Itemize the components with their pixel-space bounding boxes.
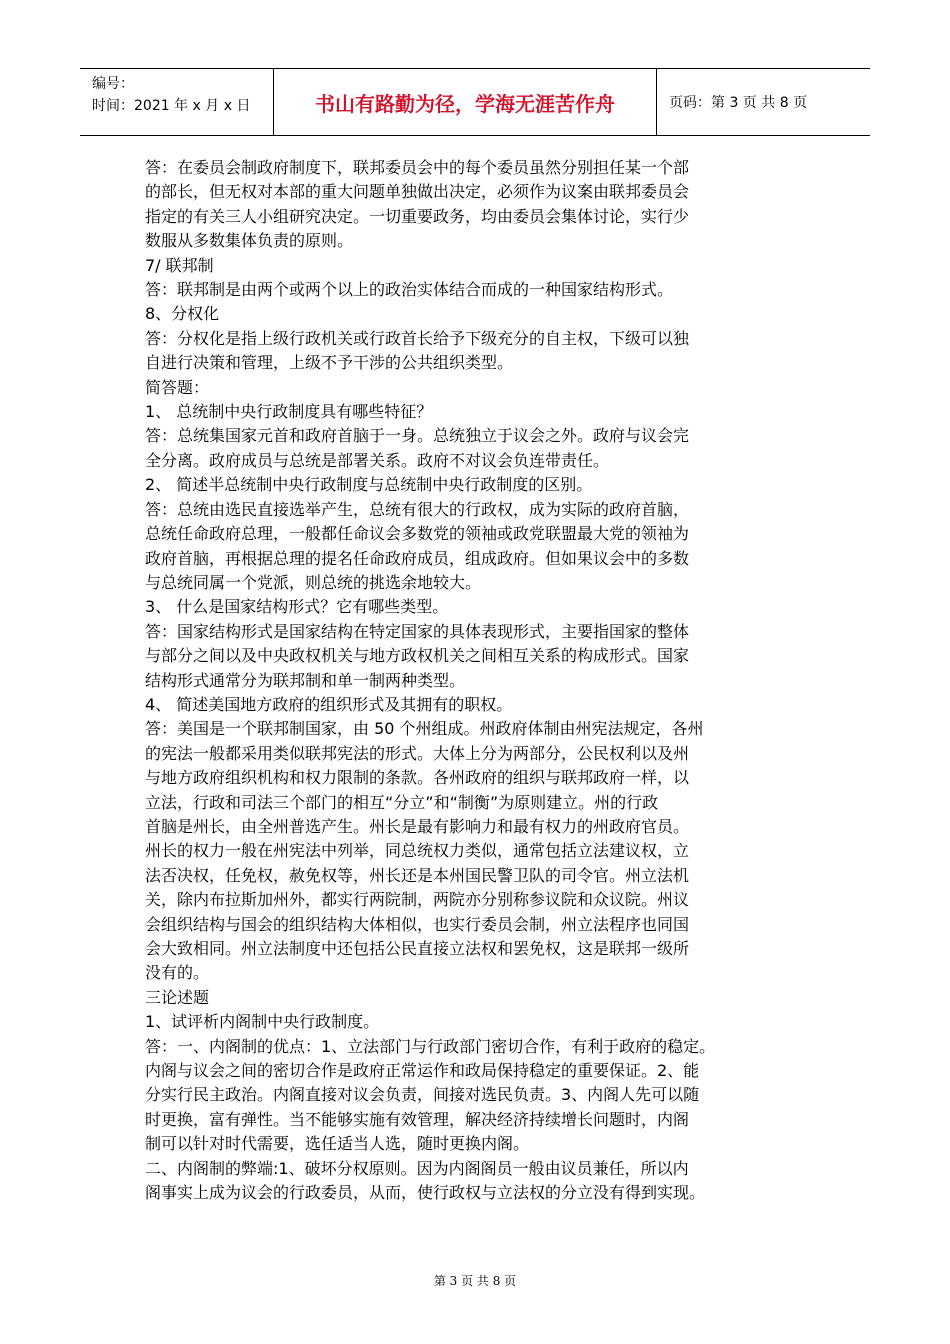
text-line: 简答题： [145,377,210,397]
page-footer: 第 3 页 共 8 页 [433,1274,517,1288]
text-line: 答：一、内阁制的优点：1、立法部门与行政部门密切合作，有利于政府的稳定。 [145,1036,716,1056]
text-line: 3、 什么是国家结构形式？它有哪些类型。 [145,597,449,617]
text-line: 首脑是州长，由全州普选产生。州长是最有影响力和最有权力的州政府官员。 [145,816,690,836]
text-line: 指定的有关三人小组研究决定。一切重要政务，均由委员会集体讨论，实行少 [145,206,690,226]
text-line: 答：总统由选民直接选举产生，总统有很大的行政权，成为实际的政府首脑， [145,499,690,519]
header-meta [80,69,274,135]
document-number-label: 编号： [92,76,134,92]
text-line: 关，除内布拉斯加州外，都实行两院制，两院亦分别称参议院和众议院。州议 [145,890,690,910]
text-line: 与地方政府组织机构和权力限制的条款。各州政府的组织与联邦政府一样，以 [145,768,690,788]
text-line: 的宪法一般都采用类似联邦宪法的形式。大体上分为两部分，公民权利以及州 [145,743,690,763]
text-line: 时更换，富有弹性。当不能够实施有效管理，解决经济持续增长问题时，内阁 [145,1109,690,1129]
text-line: 政府首脑，再根据总理的提名任命政府成员，组成政府。但如果议会中的多数 [145,548,690,568]
text-line: 结构形式通常分为联邦制和单一制两种类型。 [145,670,466,690]
text-line: 内阁与议会之间的密切合作是政府正常运作和政局保持稳定的重要保证。2、能 [145,1061,700,1081]
text-line: 立法，行政和司法三个部门的相互“分立”和“制衡”为原则建立。州的行政 [145,792,659,812]
text-line: 1、 总统制中央行政制度具有哪些特征？ [145,402,433,422]
text-line: 答：分权化是指上级行政机关或行政首长给予下级充分的自主权，下级可以独 [145,328,690,348]
text-line: 会大致相同。州立法制度中还包括公民直接立法权和罢免权，这是联邦一级所 [145,939,690,958]
text-line: 的部长，但无权对本部的重大问题单独做出决定，必须作为议案由联邦委员会 [145,182,690,202]
text-line: 与部分之间以及中央政权机关与地方政权机关之间相互关系的构成形式。国家 [145,646,690,666]
text-line: 州长的权力一般在州宪法中列举，同总统权力类似，通常包括立法建议权，立 [145,841,690,861]
text-line: 与总统同属一个党派，则总统的挑选余地较大。 [145,572,482,592]
text-line: 自进行决策和管理，上级不予干涉的公共组织类型。 [145,353,514,373]
page-header [80,68,870,136]
header-motto: 书山有路勤为径，学海无涯苦作舟 [274,69,657,135]
text-line: 三论述题 [145,987,210,1007]
text-line: 7/ 联邦制 [145,255,214,275]
text-line: 数服从多数集体负责的原则。 [145,231,354,251]
text-line: 法否决权，任免权，赦免权等，州长还是本州国民警卫队的司令官。州立法机 [145,865,690,885]
text-line: 答：在委员会制政府制度下，联邦委员会中的每个委员虽然分别担任某一个部 [145,158,690,177]
text-line: 二、内阁制的弊端:1、破坏分权原则。因为内阁阁员一般由议员兼任，所以内 [145,1158,689,1178]
header-page-info: 页码：第 3 页 共 8 页 [669,95,808,111]
text-line: 阁事实上成为议会的行政委员，从而，使行政权与立法权的分立没有得到实现。 [145,1183,706,1203]
date-label: 时间：2021 年 x 月 x 日 [92,98,251,114]
document-body [145,156,810,1205]
text-line: 制可以针对时代需要，选任适当人选，随时更换内阁。 [145,1134,530,1154]
text-line: 答：国家结构形式是国家结构在特定国家的具体表现形式，主要指国家的整体 [145,621,690,641]
text-line: 8、分权化 [145,304,220,324]
text-line: 答：美国是一个联邦制国家，由 50 个州组成。州政府体制由州宪法规定，各州 [145,719,704,739]
text-line: 1、试评析内阁制中央行政制度。 [145,1012,380,1032]
text-line: 全分离。政府成员与总统是部署关系。政府不对议会负连带责任。 [145,450,610,470]
text-line: 分实行民主政治。内阁直接对议会负责，间接对选民负责。3、内阁人先可以随 [145,1085,700,1105]
text-line: 会组织结构与国会的组织结构大体相似，也实行委员会制，州立法程序也同国 [145,914,690,934]
text-line: 2、 简述半总统制中央行政制度与总统制中央行政制度的区别。 [145,475,593,495]
text-line: 4、 简述美国地方政府的组织形式及其拥有的职权。 [145,694,513,714]
text-line: 答：总统集国家元首和政府首脑于一身。总统独立于议会之外。政府与议会完 [145,426,690,446]
text-line: 总统任命政府总理，一般都任命议会多数党的领袖或政党联盟最大党的领袖为 [145,524,690,544]
text-line: 没有的。 [145,963,210,983]
text-line: 答：联邦制是由两个或两个以上的政治实体结合而成的一种国家结构形式。 [145,280,674,300]
